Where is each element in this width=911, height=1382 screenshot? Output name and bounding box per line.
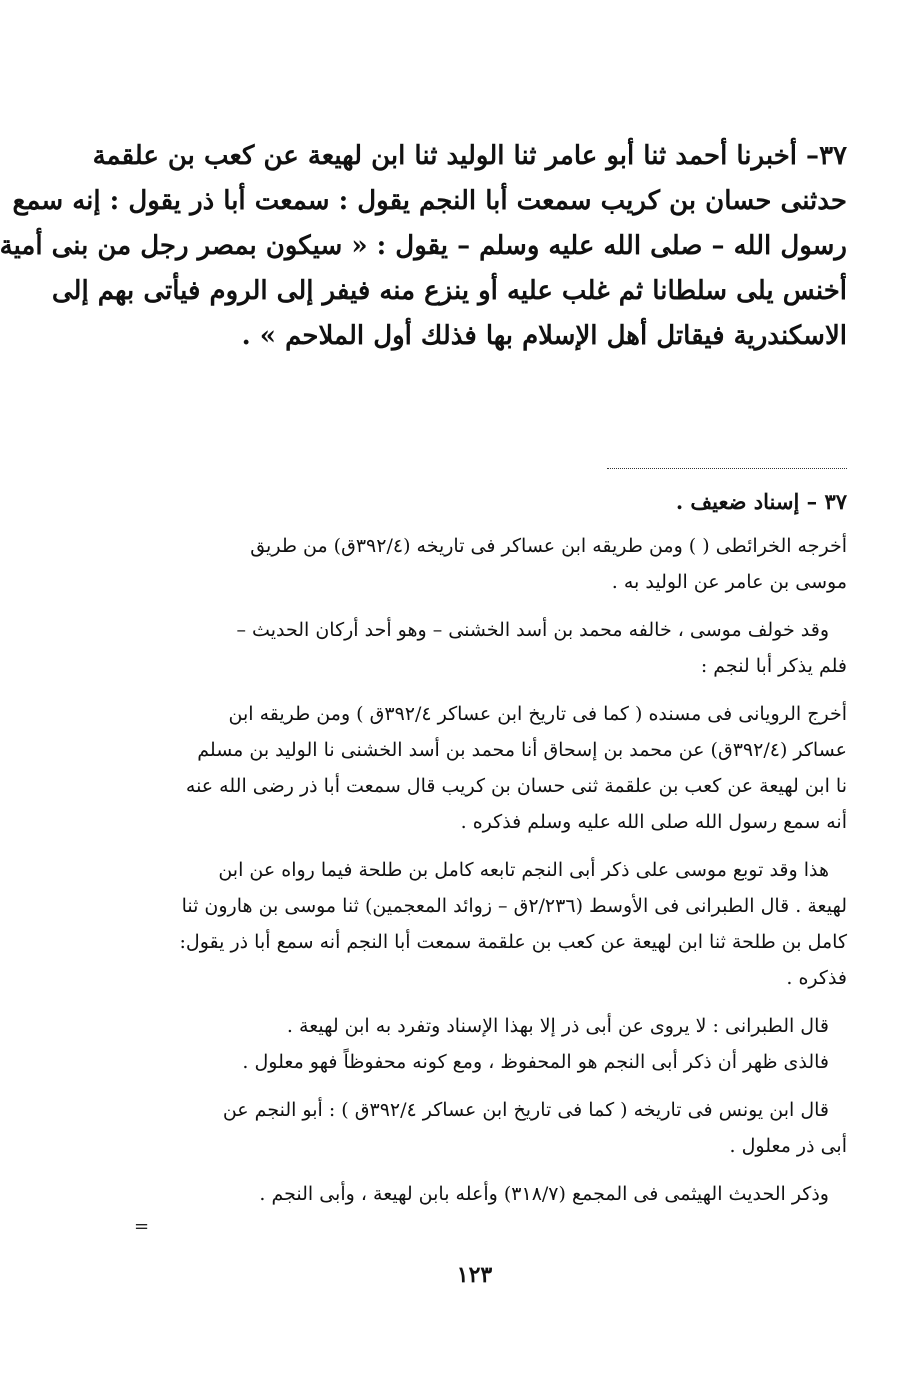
hadith-line: ٣٧– أخبرنا أحمد ثنا أبو عامر ثنا الوليد ثنا ابن لهيعة عن كعب بن علقمة <box>92 141 847 171</box>
footnote-paragraph <box>142 1176 847 1212</box>
hadith-line: أخنس يلى سلطانا ثم غلب عليه أو ينزع منه فيفر إلى الروم فيأتى بهم إلى <box>51 276 847 306</box>
footnote-line: فذكره . <box>786 967 847 989</box>
footnote-line: وذكر الحديث الهيثمى فى المجمع (٣١٨/٧) وأعله بابن لهيعة ، وأبى النجم . <box>259 1183 829 1205</box>
footnote-line: أخرج الرويانى فى مسنده ( كما فى تاريخ ابن عساكر ٣٩٢/٤ق ) ومن طريقه ابن <box>228 703 847 725</box>
page-number: ١٢٣ <box>456 1262 493 1288</box>
footnote-line: عساكر (٣٩٢/٤ق) عن محمد بن إسحاق أنا محمد بن أسد الخشنى نا الوليد بن مسلم <box>197 739 847 761</box>
footnote-paragraph <box>142 1092 847 1164</box>
footnote-paragraph <box>142 696 847 840</box>
footnote-line: نا ابن لهيعة عن كعب بن علقمة ثنى حسان بن كريب قال سمعت أبا ذر رضى الله عنه <box>185 775 847 797</box>
hadith-line: رسول الله – صلى الله عليه وسلم – يقول : « سيكون بمصر رجل من بنى أمية <box>0 231 847 261</box>
hadith-line: حدثنى حسان بن كريب سمعت أبا النجم يقول : سمعت أبا ذر يقول : إنه سمع <box>12 186 847 216</box>
footnote-line: لهيعة . قال الطبرانى فى الأوسط (٢/٢٣٦ق – زوائد المعجمين) ثنا موسى بن هارون ثنا <box>181 895 847 917</box>
footnote-divider <box>607 468 847 469</box>
footnote-line: قال الطبرانى : لا يروى عن أبى ذر إلا بهذا الإسناد وتفرد به ابن لهيعة . <box>286 1015 829 1037</box>
footnote-line: قال ابن يونس فى تاريخه ( كما فى تاريخ ابن عساكر ٣٩٢/٤ق ) : أبو النجم عن <box>222 1099 829 1121</box>
footnotes <box>142 484 847 1212</box>
footnote-line: وقد خولف موسى ، خالفه محمد بن أسد الخشنى – وهو أحد أركان الحديث – <box>236 619 829 641</box>
footnote-line: أنه سمع رسول الله صلى الله عليه وسلم فذكره . <box>460 811 847 833</box>
footnote-line: كامل بن طلحة ثنا ابن لهيعة عن كعب بن علقمة سمعت أبا النجم أنه سمع أبا ذر يقول: <box>179 931 847 953</box>
footnote-line: فالذى ظهر أن ذكر أبى النجم هو المحفوظ ، ومع كونه محفوظاً فهو معلول . <box>242 1051 829 1073</box>
footnote-line: موسى بن عامر عن الوليد به . <box>611 571 847 593</box>
footnote-line: أخرجه الخرائطى ( ) ومن طريقه ابن عساكر فى تاريخه (٣٩٢/٤ق) من طريق <box>250 535 847 557</box>
footnote-heading: ٣٧ – إسناد ضعيف . <box>675 489 847 514</box>
hadith-line: الاسكندرية فيقاتل أهل الإسلام بها فذلك أول الملاحم » . <box>241 321 847 351</box>
continuation-mark: = <box>134 1216 150 1237</box>
footnote-paragraph <box>142 612 847 684</box>
footnote-paragraph <box>142 528 847 600</box>
footnote-line: هذا وقد توبع موسى على ذكر أبى النجم تابعه كامل بن طلحة فيما رواه عن ابن <box>218 859 829 881</box>
footnote-paragraph <box>142 852 847 996</box>
footnote-line: أبى ذر معلول . <box>729 1135 847 1157</box>
footnote-paragraph <box>142 1008 847 1080</box>
footnote-line: فلم يذكر أبا لنجم : <box>700 655 847 677</box>
hadith-text <box>0 134 847 359</box>
